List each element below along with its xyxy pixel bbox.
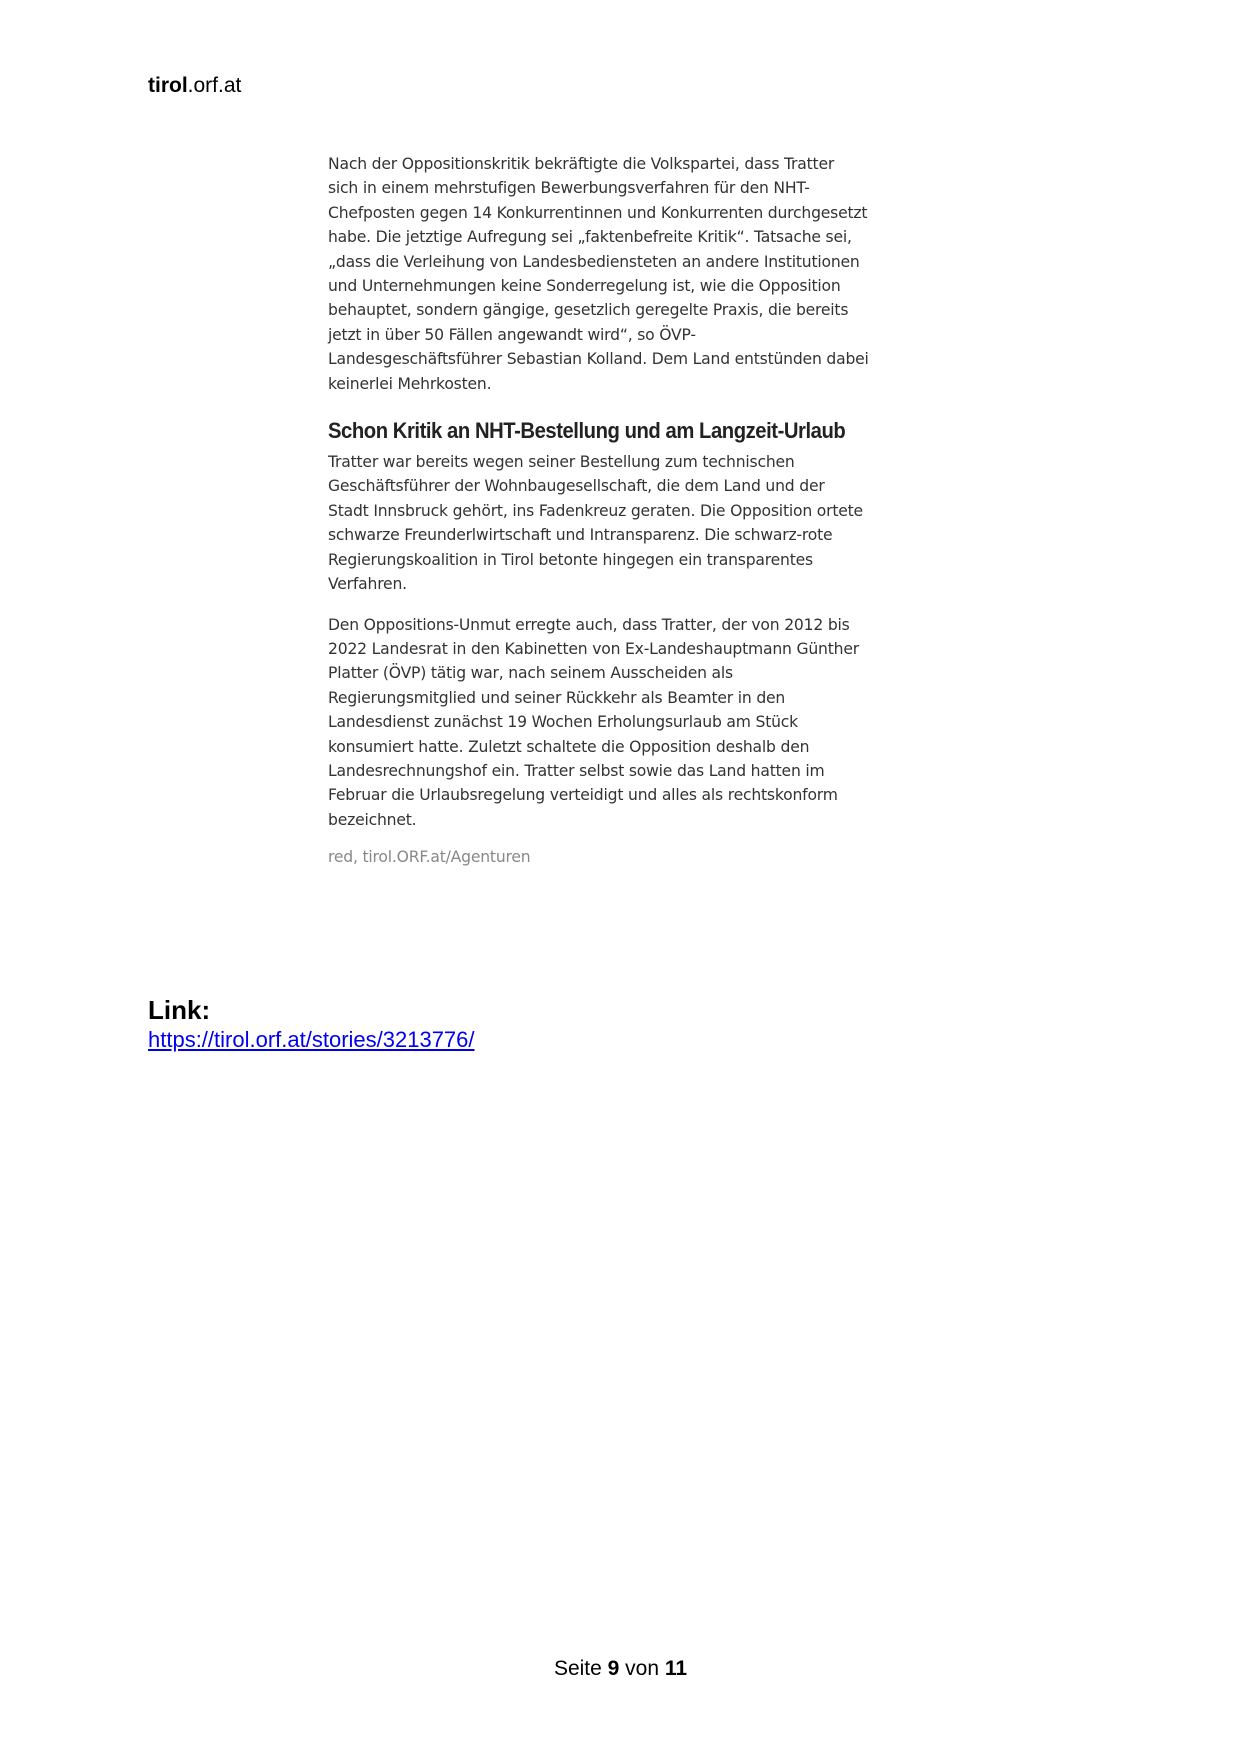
text-line: bezeichnet. [328, 810, 417, 829]
text-line: Landesrechnungshof ein. Tratter selbst sowie das Land hatten im [328, 761, 825, 780]
text-line: Stadt Innsbruck gehört, ins Fadenkreuz geraten. Die Opposition ortete [328, 501, 863, 520]
section-heading: Schon Kritik an NHT-Bestellung und am Langzeit-Urlaub [328, 418, 846, 444]
text-line: konsumiert hatte. Zuletzt schaltete die Opposition deshalb den [328, 737, 810, 756]
text-line: Tratter war bereits wegen seiner Bestellung zum technischen [328, 453, 795, 472]
site-name-rest: .orf.at [187, 74, 242, 97]
paragraph-2 [328, 450, 928, 596]
text-line: „dass die Verleihung von Landesbediensteten an andere Institutionen [328, 252, 860, 271]
text-line: Regierungskoalition in Tirol betonte hingegen ein transparentes [328, 550, 813, 569]
text-line: 2022 Landesrat in den Kabinetten von Ex-Landeshauptmann Günther [328, 639, 859, 658]
text-line: Den Oppositions-Unmut erregte auch, dass Tratter, der von 2012 bis [328, 615, 850, 634]
text-line: schwarze Freunderlwirtschaft und Intransparenz. Die schwarz-rote [328, 526, 833, 545]
link-label: Link: [148, 995, 211, 1025]
site-header [148, 74, 241, 98]
text-line: behauptet, sondern gängige, gesetzlich geregelte Praxis, die bereits [328, 301, 849, 320]
article-link[interactable]: https://tirol.orf.at/stories/3213776/ [148, 1027, 475, 1052]
text-line: Nach der Oppositionskritik bekräftigte die Volkspartei, dass Tratter [328, 155, 835, 173]
text-line: sich in einem mehrstufigen Bewerbungsverfahren für den NHT- [328, 179, 810, 198]
text-line: Februar die Urlaubsregelung verteidigt und alles als rechtskonform [328, 786, 838, 805]
article-source: red, tirol.ORF.at/Agenturen [328, 848, 531, 867]
paragraph-1 [328, 152, 928, 396]
site-name-bold: tirol [148, 74, 188, 97]
footer-middle: von [619, 1657, 665, 1680]
text-line: Landesdienst zunächst 19 Wochen Erholungsurlaub am Stück [328, 713, 798, 732]
article [328, 152, 928, 866]
text-line: jetzt in über 50 Fällen angewandt wird“, so ÖVP- [328, 325, 696, 344]
text-line: Regierungsmitglied und seiner Rückkehr als Beamter in den [328, 688, 786, 707]
page-footer [0, 1657, 1241, 1681]
current-page: 9 [607, 1657, 620, 1680]
text-line: Landesgeschäftsführer Sebastian Kolland. Dem Land entstünden dabei [328, 350, 869, 369]
text-line: keinerlei Mehrkosten. [328, 374, 492, 393]
text-line: Verfahren. [328, 575, 407, 594]
paragraph-3 [328, 613, 928, 833]
total-pages: 11 [664, 1657, 688, 1680]
text-line: und Unternehmungen keine Sonderregelung ist, wie die Opposition [328, 277, 841, 296]
text-line: Platter (ÖVP) tätig war, nach seinem Ausscheiden als [328, 664, 733, 683]
footer-prefix: Seite [553, 1657, 608, 1680]
text-line: Geschäftsführer der Wohnbaugesellschaft, die dem Land und der [328, 477, 825, 496]
text-line: habe. Die jetztige Aufregung sei „faktenbefreite Kritik“. Tatsache sei, [328, 228, 852, 247]
text-line: Chefposten gegen 14 Konkurrentinnen und Konkurrenten durchgesetzt [328, 203, 868, 222]
